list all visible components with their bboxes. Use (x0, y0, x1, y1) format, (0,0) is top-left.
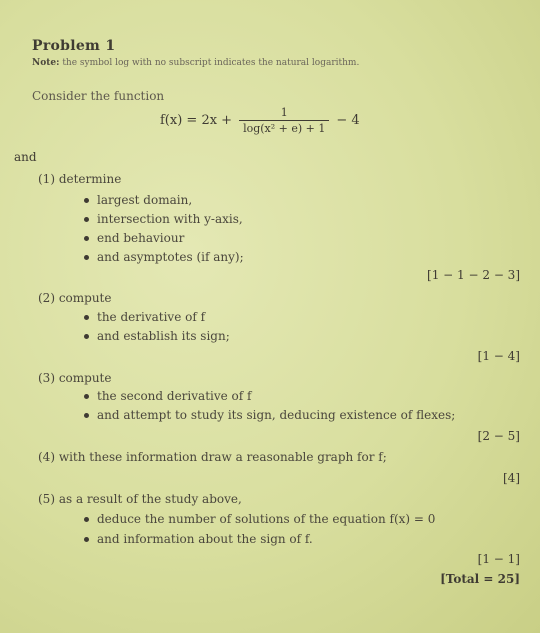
note-label: Note: (32, 58, 60, 68)
bullet-dot-icon (84, 236, 89, 241)
part-5-score: [1 − 1] (477, 552, 520, 566)
part-5-bullet: and information about the sign of f. (84, 532, 313, 546)
part-2-bullet: and establish its sign; (84, 329, 230, 343)
part-1-bullet: end behaviour (84, 231, 184, 245)
and-text: and (14, 150, 37, 164)
part-2-bullet: the derivative of f (84, 310, 205, 324)
formula-denominator: log(x² + e) + 1 (239, 120, 329, 135)
note-text: the symbol log with no subscript indicates the natural logarithm. (62, 58, 360, 68)
part-3-label: (3) compute (38, 371, 112, 385)
bullet-dot-icon (84, 255, 89, 260)
part-2-score: [1 − 4] (477, 349, 520, 363)
problem-title: Problem 1 (32, 38, 116, 54)
part-5-label: (5) as a result of the study above, (38, 492, 242, 506)
bullet-dot-icon (84, 413, 89, 418)
part-1-bullet: largest domain, (84, 193, 192, 207)
bullet-dot-icon (84, 537, 89, 542)
bullet-dot-icon (84, 315, 89, 320)
formula-fraction (239, 106, 329, 135)
part-4-label: (4) with these information draw a reasonable graph for f; (38, 450, 387, 464)
part-1-bullet: and asymptotes (if any); (84, 250, 244, 264)
bullet-dot-icon (84, 334, 89, 339)
part-3-score: [2 − 5] (477, 429, 520, 443)
total-score: [Total = 25] (440, 572, 520, 586)
bullet-dot-icon (84, 394, 89, 399)
part-1-score: [1 − 1 − 2 − 3] (427, 268, 520, 282)
note-line (32, 58, 359, 68)
bullet-dot-icon (84, 198, 89, 203)
bullet-dot-icon (84, 217, 89, 222)
part-1-label: (1) determine (38, 172, 122, 186)
formula-tail: − 4 (336, 113, 360, 128)
part-3-bullet: the second derivative of f (84, 389, 251, 403)
consider-text: Consider the function (32, 89, 165, 103)
function-formula (160, 106, 360, 135)
part-3-bullet: and attempt to study its sign, deducing existence of flexes; (84, 408, 455, 422)
part-1-bullet: intersection with y-axis, (84, 212, 243, 226)
bullet-dot-icon (84, 517, 89, 522)
part-4-score: [4] (503, 471, 520, 485)
part-5-bullet: deduce the number of solutions of the equation f(x) = 0 (84, 512, 435, 526)
part-2-label: (2) compute (38, 291, 112, 305)
formula-lhs: f(x) = 2x + (160, 113, 233, 128)
formula-numerator: 1 (280, 106, 288, 119)
